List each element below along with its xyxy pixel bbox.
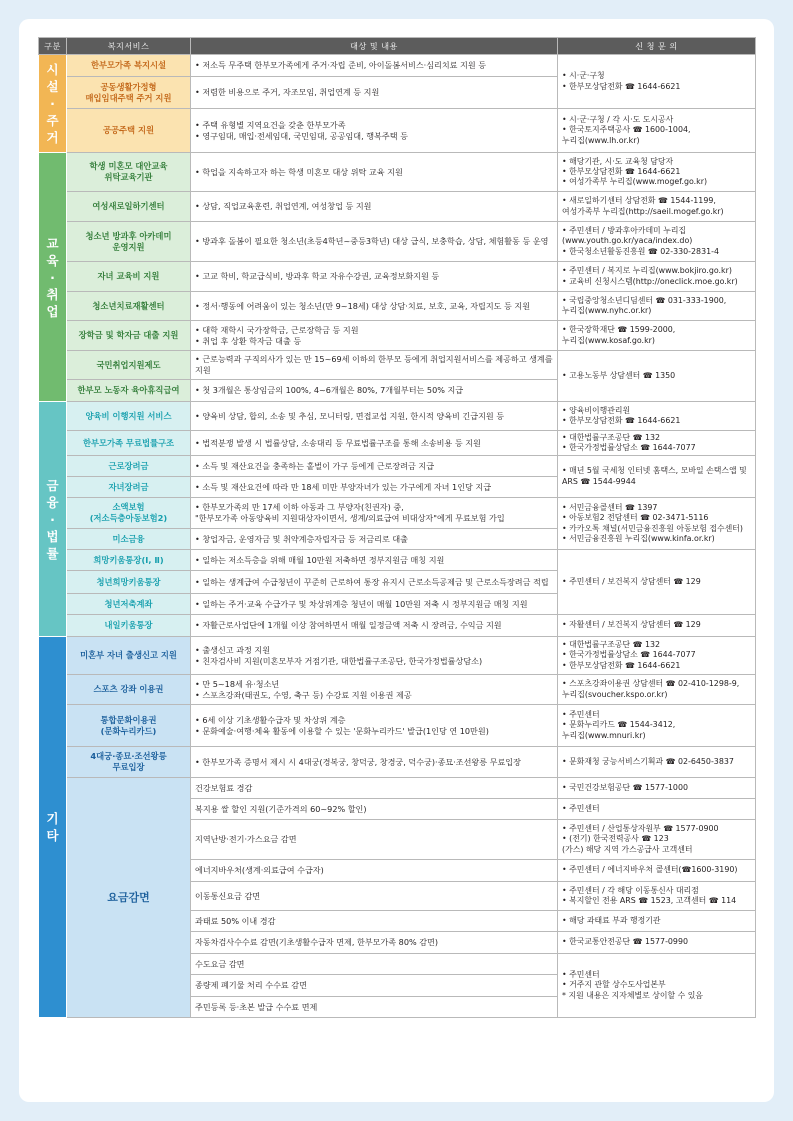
service-contact: • 해당기관, 시·도 교육청 담당자 • 한부모상담전화 ☎ 1644-6621 • 여성가족부 누리집(www.mogef.go.kr) bbox=[558, 153, 756, 192]
table-row bbox=[39, 550, 756, 571]
service-target: • 일하는 생계급여 수급청년이 꾸준히 근로하여 통장 유지시 근로소득공제금 및 근로소득장려금 적립 bbox=[191, 571, 558, 594]
service-name: 내일키움통장 bbox=[67, 615, 191, 637]
table-row bbox=[39, 192, 756, 222]
fee-item: 수도요금 감면 bbox=[191, 954, 558, 975]
table-row bbox=[39, 615, 756, 637]
service-name: 미소금융 bbox=[67, 529, 191, 550]
service-contact: • 고용노동부 상담센터 ☎ 1350 bbox=[558, 351, 756, 402]
service-target: • 6세 이상 기초생활수급자 및 차상위 계층 • 문화예술·여행·체육 활동에 이용할 수 있는 '문화누리카드' 발급(1인당 연 10만원) bbox=[191, 705, 558, 747]
service-name: 한부모가족 복지시설 bbox=[67, 55, 191, 77]
service-contact: • 시·군·구청 / 각 시·도 도시공사 • 한국토지주택공사 ☎ 1600-1004, 누리집(www.lh.or.kr) bbox=[558, 109, 756, 153]
table-row bbox=[39, 705, 756, 747]
service-name: 한부모 노동자 육아휴직급여 bbox=[67, 380, 191, 402]
table-row bbox=[39, 292, 756, 321]
fee-item: 지역난방·전기·가스요금 감면 bbox=[191, 820, 558, 860]
header-contact: 신 청 문 의 bbox=[558, 38, 756, 55]
table-row bbox=[39, 402, 756, 431]
fee-reduction-label: 요금감면 bbox=[67, 778, 191, 1018]
service-target: • 대학 재학시 국가장학금, 근로장학금 등 지원 • 취업 후 상환 학자금 대출 등 bbox=[191, 321, 558, 351]
table-row bbox=[39, 222, 756, 262]
fee-item: 에너지바우처(생계·의료급여 수급자) bbox=[191, 860, 558, 882]
service-name: 청년저축계좌 bbox=[67, 594, 191, 615]
table-row bbox=[39, 55, 756, 77]
service-name: 4대궁·종묘·조선왕릉 무료입장 bbox=[67, 747, 191, 778]
service-target: • 일하는 저소득층을 위해 매월 10만원 저축하면 정부지원금 매칭 지원 bbox=[191, 550, 558, 571]
table-row bbox=[39, 321, 756, 351]
table-row bbox=[39, 431, 756, 456]
service-name: 한부모가족 무료법률구조 bbox=[67, 431, 191, 456]
category-etc: 기타 bbox=[39, 637, 67, 1018]
fee-item: 주민등록 등·초본 발급 수수료 면제 bbox=[191, 997, 558, 1018]
service-contact: • 양육비이행관리원 • 한부모상담전화 ☎ 1644-6621 bbox=[558, 402, 756, 431]
service-contact: • 대한법률구조공단 ☎ 132 • 한국가정법률상담소 ☎ 1644-7077 • 한부모상담전화 ☎ 1644-6621 bbox=[558, 637, 756, 675]
service-name: 장학금 및 학자금 대출 지원 bbox=[67, 321, 191, 351]
table-header-row bbox=[39, 38, 756, 55]
service-name: 근로장려금 bbox=[67, 456, 191, 477]
service-target: • 저소득 무주택 한부모가족에게 주거·자립 준비, 아이돌봄서비스·심리치료 지원 등 bbox=[191, 55, 558, 77]
table-row bbox=[39, 456, 756, 477]
service-name: 희망키움통장(Ⅰ, Ⅱ) bbox=[67, 550, 191, 571]
service-target: • 첫 3개월은 통상임금의 100%, 4~6개월은 80%, 7개월부터는 50% 지급 bbox=[191, 380, 558, 402]
table-row bbox=[39, 747, 756, 778]
fee-item: 복지용 쌀 할인 지원(기준가격의 60~92% 할인) bbox=[191, 799, 558, 820]
table-row bbox=[39, 778, 756, 799]
service-target: • 한부모가족의 만 17세 이하 아동과 그 부양자(친권자) 중, "한부모가족 아동양육비 지원대상자이면서, 생계/의료급여 비대상자"에게 무료보험 가입 bbox=[191, 498, 558, 529]
service-target: • 한부모가족 증명서 제시 시 4대궁(경복궁, 창덕궁, 창경궁, 덕수궁)·종묘·조선왕릉 무료입장 bbox=[191, 747, 558, 778]
service-contact: • 문화재청 궁능서비스기획과 ☎ 02-6450-3837 bbox=[558, 747, 756, 778]
service-target: • 창업자금, 운영자금 및 취약계층자립자금 등 저금리로 대출 bbox=[191, 529, 558, 550]
service-contact: • 대한법률구조공단 ☎ 132 • 한국가정법률상담소 ☎ 1644-7077 bbox=[558, 431, 756, 456]
table-row bbox=[39, 498, 756, 529]
table-row bbox=[39, 109, 756, 153]
service-target: • 고교 학비, 학교급식비, 방과후 학교 자유수강권, 교육정보화지원 등 bbox=[191, 262, 558, 292]
service-target: • 출생신고 과정 지원 • 친자검사비 지원(미혼모부자 거점기관, 대한법률구조공단, 한국가정법률상담소) bbox=[191, 637, 558, 675]
service-contact: • 새로일하기센터 상담전화 ☎ 1544-1199, 여성가족부 누리집(http://saeil.mogef.go.kr) bbox=[558, 192, 756, 222]
service-contact: • 주민센터 bbox=[558, 799, 756, 820]
service-target: • 학업을 지속하고자 하는 학생 미혼모 대상 위탁 교육 지원 bbox=[191, 153, 558, 192]
table-row bbox=[39, 262, 756, 292]
header-target: 대상 및 내용 bbox=[191, 38, 558, 55]
table-row bbox=[39, 153, 756, 192]
service-target: • 일하는 주거·교육 수급가구 및 차상위계층 청년이 매월 10만원 저축 시 정부지원금 매칭 지원 bbox=[191, 594, 558, 615]
service-target: • 법적분쟁 발생 시 법률상담, 소송대리 등 무료법률구조를 통해 소송비용 등 지원 bbox=[191, 431, 558, 456]
service-name: 청년희망키움통장 bbox=[67, 571, 191, 594]
service-target: • 자활근로사업단에 1개월 이상 참여하면서 매월 일정금액 저축 시 장려금, 수익금 지원 bbox=[191, 615, 558, 637]
service-contact: • 매년 5월 국세청 인터넷 홈택스, 모바일 손택스앱 및 ARS ☎ 1544-9944 bbox=[558, 456, 756, 498]
service-target: • 주택 유형별 지역요건을 갖춘 한부모가족 • 영구임대, 매입·전세임대, 국민임대, 공공임대, 행복주택 등 bbox=[191, 109, 558, 153]
service-name: 자녀 교육비 지원 bbox=[67, 262, 191, 292]
header-category: 구분 bbox=[39, 38, 67, 55]
service-contact: • 주민센터 / 각 해당 이동통신사 대리점 • 복지할인 전용 ARS ☎ 1523, 고객센터 ☎ 114 bbox=[558, 882, 756, 911]
service-contact: • 주민센터 • 거주지 관할 상수도사업본부 * 지원 내용은 지자체별로 상이할 수 있음 bbox=[558, 954, 756, 1018]
service-contact: • 해당 과태료 부과 행정기관 bbox=[558, 911, 756, 932]
service-contact: • 한국장학재단 ☎ 1599-2000, 누리집(www.kosaf.go.kr) bbox=[558, 321, 756, 351]
category-finance: 금융 · 법률 bbox=[39, 402, 67, 637]
service-contact: • 주민센터 / 복지로 누리집(www.bokjiro.go.kr) • 교육비 신청시스템(http://oneclick.moe.go.kr) bbox=[558, 262, 756, 292]
fee-item: 자동차검사수수료 감면(기초생활수급자 면제, 한부모가족 80% 감면) bbox=[191, 932, 558, 954]
service-name: 공동생활가정형 매입임대주택 주거 지원 bbox=[67, 77, 191, 109]
service-name: 공공주택 지원 bbox=[67, 109, 191, 153]
service-contact: • 서민금융콜센터 ☎ 1397 • 아동보험2 전담센터 ☎ 02-3471-5116 • 카카오톡 채널(서민금융진흥원 아동보험 접수센터) • 서민금융진흥원 누리집(www.kinfa.or.kr) bbox=[558, 498, 756, 550]
fee-item: 종량제 폐기물 처리 수수료 감면 bbox=[191, 975, 558, 997]
service-target: • 정서·행동에 어려움이 있는 청소년(만 9~18세) 대상 상담·치료, 보호, 교육, 자립지도 등 지원 bbox=[191, 292, 558, 321]
service-name: 스포츠 강좌 이용권 bbox=[67, 675, 191, 705]
service-name: 자녀장려금 bbox=[67, 477, 191, 498]
service-name: 통합문화이용권 (문화누리카드) bbox=[67, 705, 191, 747]
service-contact: • 국립중앙청소년디딤센터 ☎ 031-333-1900, 누리집(www.nyhc.or.kr) bbox=[558, 292, 756, 321]
service-target: • 상담, 직업교육훈련, 취업연계, 여성창업 등 지원 bbox=[191, 192, 558, 222]
service-contact: • 주민센터 / 에너지바우처 콜센터(☎1600-3190) bbox=[558, 860, 756, 882]
service-target: • 만 5~18세 유·청소년 • 스포츠강좌(태권도, 수영, 축구 등) 수강료 지원 이용권 제공 bbox=[191, 675, 558, 705]
service-contact: • 주민센터 • 문화누리카드 ☎ 1544-3412, 누리집(www.mnuri.kr) bbox=[558, 705, 756, 747]
service-target: • 소득 및 재산요건을 충족하는 홑벌이 가구 등에게 근로장려금 지급 bbox=[191, 456, 558, 477]
table-row bbox=[39, 351, 756, 380]
category-education: 교육 · 취업 bbox=[39, 153, 67, 402]
service-contact: • 주민센터 / 산업통상자원부 ☎ 1577-0900 • (전기) 한국전력공사 ☎ 123 (가스) 해당 지역 가스공급사 고객센터 bbox=[558, 820, 756, 860]
category-facility: 시설 · 주거 bbox=[39, 55, 67, 153]
service-contact: • 주민센터 / 방과후아카데미 누리집 (www.youth.go.kr/yaca/index.do) • 한국청소년활동진흥원 ☎ 02-330-2831-4 bbox=[558, 222, 756, 262]
table-row bbox=[39, 637, 756, 675]
service-target: • 근로능력과 구직의사가 있는 만 15~69세 이하의 한부모 등에게 취업지원서비스를 제공하고 생계를 지원 bbox=[191, 351, 558, 380]
service-contact: • 주민센터 / 보건복지 상담센터 ☎ 129 bbox=[558, 550, 756, 615]
table-row bbox=[39, 675, 756, 705]
service-name: 미혼부 자녀 출생신고 지원 bbox=[67, 637, 191, 675]
service-contact: • 자활센터 / 보건복지 상담센터 ☎ 129 bbox=[558, 615, 756, 637]
header-service: 복지서비스 bbox=[67, 38, 191, 55]
service-name: 학생 미혼모 대안교육 위탁교육기관 bbox=[67, 153, 191, 192]
service-target: • 방과후 돌봄이 필요한 청소년(초등4학년~중등3학년) 대상 급식, 보충학습, 상담, 체험활동 등 운영 bbox=[191, 222, 558, 262]
service-name: 국민취업지원제도 bbox=[67, 351, 191, 380]
service-target: • 양육비 상담, 합의, 소송 및 추심, 모니터링, 면접교섭 지원, 한시적 양육비 긴급지원 등 bbox=[191, 402, 558, 431]
service-target: • 소득 및 재산요건에 따라 만 18세 미만 부양자녀가 있는 가구에게 자녀 1인당 지급 bbox=[191, 477, 558, 498]
fee-item: 건강보험료 경감 bbox=[191, 778, 558, 799]
service-contact: • 국민건강보험공단 ☎ 1577-1000 bbox=[558, 778, 756, 799]
service-name: 청소년치료재활센터 bbox=[67, 292, 191, 321]
service-target: • 저렴한 비용으로 주거, 자조모임, 취업연계 등 지원 bbox=[191, 77, 558, 109]
service-contact: • 한국교통안전공단 ☎ 1577-0990 bbox=[558, 932, 756, 954]
service-contact: • 시·군·구청 • 한부모상담전화 ☎ 1644-6621 bbox=[558, 55, 756, 109]
service-name: 소액보험 (저소득층아동보험2) bbox=[67, 498, 191, 529]
fee-item: 이동통신요금 감면 bbox=[191, 882, 558, 911]
service-contact: • 스포츠강좌이용권 상담센터 ☎ 02-410-1298-9, 누리집(svoucher.kspo.or.kr) bbox=[558, 675, 756, 705]
fee-item: 과태료 50% 이내 경감 bbox=[191, 911, 558, 932]
service-name: 양육비 이행지원 서비스 bbox=[67, 402, 191, 431]
welfare-services-table bbox=[38, 37, 756, 1018]
service-name: 여성새로일하기센터 bbox=[67, 192, 191, 222]
service-name: 청소년 방과후 아카데미 운영지원 bbox=[67, 222, 191, 262]
